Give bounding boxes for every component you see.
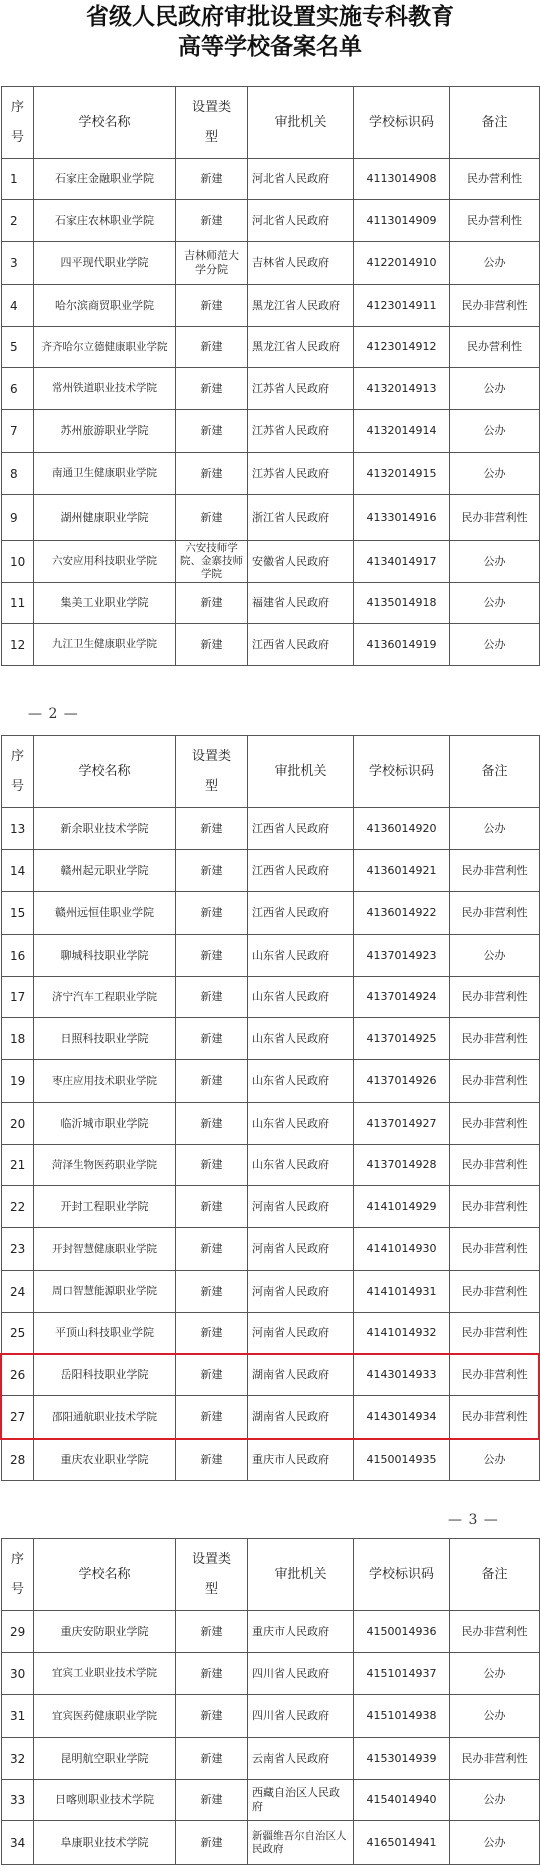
school-name: 重庆农业职业学院 xyxy=(34,1439,176,1481)
remark: 公办 xyxy=(450,1821,540,1865)
setup-type: 新建 xyxy=(176,495,248,541)
table-row xyxy=(2,1354,540,1396)
row-index: 6 xyxy=(2,368,34,410)
school-name: 集美工业职业学院 xyxy=(34,583,176,624)
school-code: 4123014912 xyxy=(354,327,450,368)
remark: 民办非营利性 xyxy=(450,495,540,541)
table-row xyxy=(2,850,540,892)
table-row xyxy=(2,808,540,850)
row-index: 25 xyxy=(2,1313,34,1354)
remark: 民办非营利性 xyxy=(450,1271,540,1313)
header-code: 学校标识码 xyxy=(354,87,450,159)
remark: 民办营利性 xyxy=(450,327,540,368)
remark: 民办非营利性 xyxy=(450,1103,540,1145)
school-code: 4137014923 xyxy=(354,935,450,977)
remark: 公办 xyxy=(450,624,540,666)
table-row xyxy=(2,935,540,977)
row-index: 4 xyxy=(2,285,34,327)
setup-type: 新建 xyxy=(176,159,248,200)
header-type: 设置类型 xyxy=(176,736,248,808)
table-row xyxy=(2,541,540,583)
header-authority: 审批机关 xyxy=(248,87,354,159)
approval-authority: 江西省人民政府 xyxy=(248,808,354,850)
remark: 民办非营利性 xyxy=(450,1060,540,1103)
row-index: 19 xyxy=(2,1060,34,1103)
school-name: 邵阳通航职业技术学院 xyxy=(34,1396,176,1439)
school-code: 4154014940 xyxy=(354,1780,450,1821)
table-row xyxy=(2,1780,540,1821)
school-name: 九江卫生健康职业学院 xyxy=(34,624,176,666)
setup-type: 新建 xyxy=(176,1695,248,1738)
row-index: 8 xyxy=(2,453,34,495)
setup-type: 新建 xyxy=(176,892,248,935)
row-index: 26 xyxy=(2,1354,34,1396)
school-code: 4132014915 xyxy=(354,453,450,495)
school-code: 4136014919 xyxy=(354,624,450,666)
title-line-1: 省级人民政府审批设置实施专科教育 xyxy=(86,3,454,30)
header-note: 备注 xyxy=(450,736,540,808)
remark: 民办非营利性 xyxy=(450,1145,540,1186)
school-code: 4113014908 xyxy=(354,159,450,200)
school-code: 4137014926 xyxy=(354,1060,450,1103)
setup-type: 新建 xyxy=(176,1396,248,1439)
setup-type: 新建 xyxy=(176,1439,248,1481)
school-name: 开封智慧健康职业学院 xyxy=(34,1228,176,1271)
approval-authority: 黑龙江省人民政府 xyxy=(248,285,354,327)
setup-type: 新建 xyxy=(176,1228,248,1271)
remark: 公办 xyxy=(450,1780,540,1821)
remark: 民办非营利性 xyxy=(450,977,540,1018)
school-name: 六安应用科技职业学院 xyxy=(34,541,176,583)
setup-type: 新建 xyxy=(176,453,248,495)
approval-authority: 湖南省人民政府 xyxy=(248,1354,354,1396)
approval-authority: 重庆市人民政府 xyxy=(248,1611,354,1653)
row-index: 32 xyxy=(2,1738,34,1780)
school-code: 4141014929 xyxy=(354,1186,450,1228)
row-index: 15 xyxy=(2,892,34,935)
row-index: 11 xyxy=(2,583,34,624)
setup-type: 新建 xyxy=(176,808,248,850)
school-code: 4134014917 xyxy=(354,541,450,583)
row-index: 18 xyxy=(2,1018,34,1060)
approval-authority: 福建省人民政府 xyxy=(248,583,354,624)
school-name: 开封工程职业学院 xyxy=(34,1186,176,1228)
remark: 公办 xyxy=(450,808,540,850)
row-index: 31 xyxy=(2,1695,34,1738)
header-index: 序号 xyxy=(2,87,34,159)
approval-authority: 重庆市人民政府 xyxy=(248,1439,354,1481)
table-row xyxy=(2,327,540,368)
setup-type: 新建 xyxy=(176,1653,248,1695)
table-row xyxy=(2,1653,540,1695)
school-code: 4150014936 xyxy=(354,1611,450,1653)
school-name: 哈尔滨商贸职业学院 xyxy=(34,285,176,327)
school-name: 菏泽生物医药职业学院 xyxy=(34,1145,176,1186)
remark: 公办 xyxy=(450,1439,540,1481)
remark: 公办 xyxy=(450,583,540,624)
row-index: 27 xyxy=(2,1396,34,1439)
setup-type: 新建 xyxy=(176,935,248,977)
table-row xyxy=(2,1060,540,1103)
approval-authority: 四川省人民政府 xyxy=(248,1695,354,1738)
header-type: 设置类型 xyxy=(176,87,248,159)
setup-type: 新建 xyxy=(176,1145,248,1186)
approval-authority: 山东省人民政府 xyxy=(248,977,354,1018)
school-name: 赣州远恒佳职业学院 xyxy=(34,892,176,935)
school-table-part-1 xyxy=(1,86,540,666)
remark: 民办非营利性 xyxy=(450,1313,540,1354)
row-index: 14 xyxy=(2,850,34,892)
setup-type: 新建 xyxy=(176,1738,248,1780)
school-name: 齐齐哈尔立德健康职业学院 xyxy=(34,327,176,368)
school-name: 聊城科技职业学院 xyxy=(34,935,176,977)
row-index: 13 xyxy=(2,808,34,850)
table-row xyxy=(2,368,540,410)
setup-type: 六安技师学院、金寨技师学院 xyxy=(176,541,248,583)
remark: 民办非营利性 xyxy=(450,285,540,327)
header-index: 序号 xyxy=(2,1539,34,1611)
approval-authority: 河北省人民政府 xyxy=(248,159,354,200)
remark: 民办非营利性 xyxy=(450,1611,540,1653)
header-code: 学校标识码 xyxy=(354,1539,450,1611)
setup-type: 新建 xyxy=(176,977,248,1018)
remark: 公办 xyxy=(450,242,540,285)
table-row xyxy=(2,1228,540,1271)
remark: 公办 xyxy=(450,541,540,583)
table-row xyxy=(2,1738,540,1780)
table-row xyxy=(2,453,540,495)
school-code: 4143014934 xyxy=(354,1396,450,1439)
table-row xyxy=(2,410,540,453)
table-row xyxy=(2,583,540,624)
remark: 公办 xyxy=(450,368,540,410)
table-row xyxy=(2,159,540,200)
school-code: 4136014921 xyxy=(354,850,450,892)
school-code: 4137014927 xyxy=(354,1103,450,1145)
school-table-part-3 xyxy=(1,1538,540,1865)
school-name: 新余职业技术学院 xyxy=(34,808,176,850)
remark: 民办非营利性 xyxy=(450,1228,540,1271)
table-row xyxy=(2,1145,540,1186)
row-index: 2 xyxy=(2,200,34,242)
setup-type: 新建 xyxy=(176,583,248,624)
school-name: 湖州健康职业学院 xyxy=(34,495,176,541)
setup-type: 新建 xyxy=(176,327,248,368)
approval-authority: 江西省人民政府 xyxy=(248,892,354,935)
school-name: 日照科技职业学院 xyxy=(34,1018,176,1060)
school-code: 4143014933 xyxy=(354,1354,450,1396)
table-row xyxy=(2,495,540,541)
remark: 公办 xyxy=(450,410,540,453)
approval-authority: 浙江省人民政府 xyxy=(248,495,354,541)
table-row xyxy=(2,242,540,285)
approval-authority: 江苏省人民政府 xyxy=(248,453,354,495)
row-index: 30 xyxy=(2,1653,34,1695)
setup-type: 新建 xyxy=(176,1821,248,1865)
setup-type: 新建 xyxy=(176,410,248,453)
school-code: 4141014932 xyxy=(354,1313,450,1354)
school-code: 4122014910 xyxy=(354,242,450,285)
setup-type: 吉林师范大学分院 xyxy=(176,242,248,285)
approval-authority: 黑龙江省人民政府 xyxy=(248,327,354,368)
table-row xyxy=(2,1313,540,1354)
school-code: 4151014938 xyxy=(354,1695,450,1738)
header-name: 学校名称 xyxy=(34,736,176,808)
table-row xyxy=(2,977,540,1018)
school-name: 重庆安防职业学院 xyxy=(34,1611,176,1653)
table-row xyxy=(2,892,540,935)
table-row xyxy=(2,1271,540,1313)
table-row xyxy=(2,285,540,327)
row-index: 23 xyxy=(2,1228,34,1271)
remark: 民办营利性 xyxy=(450,200,540,242)
school-name: 济宁汽车工程职业学院 xyxy=(34,977,176,1018)
school-code: 4136014922 xyxy=(354,892,450,935)
table-row xyxy=(2,1396,540,1439)
table-row xyxy=(2,1018,540,1060)
row-index: 16 xyxy=(2,935,34,977)
school-code: 4113014909 xyxy=(354,200,450,242)
table-row xyxy=(2,1611,540,1653)
approval-authority: 江西省人民政府 xyxy=(248,850,354,892)
approval-authority: 云南省人民政府 xyxy=(248,1738,354,1780)
remark: 民办非营利性 xyxy=(450,850,540,892)
school-code: 4132014913 xyxy=(354,368,450,410)
header-type: 设置类型 xyxy=(176,1539,248,1611)
table-row xyxy=(2,1439,540,1481)
school-name: 赣州起元职业学院 xyxy=(34,850,176,892)
table-row xyxy=(2,1695,540,1738)
school-name: 日喀则职业技术学院 xyxy=(34,1780,176,1821)
remark: 民办非营利性 xyxy=(450,1396,540,1439)
table-header-row xyxy=(2,1539,540,1611)
header-authority: 审批机关 xyxy=(248,736,354,808)
page-title xyxy=(0,2,540,62)
approval-authority: 河南省人民政府 xyxy=(248,1228,354,1271)
school-name: 枣庄应用技术职业学院 xyxy=(34,1060,176,1103)
header-name: 学校名称 xyxy=(34,1539,176,1611)
setup-type: 新建 xyxy=(176,1060,248,1103)
header-name: 学校名称 xyxy=(34,87,176,159)
setup-type: 新建 xyxy=(176,624,248,666)
remark: 民办非营利性 xyxy=(450,1738,540,1780)
school-table-part-2 xyxy=(1,735,540,1481)
approval-authority: 山东省人民政府 xyxy=(248,1018,354,1060)
school-code: 4135014918 xyxy=(354,583,450,624)
school-name: 岳阳科技职业学院 xyxy=(34,1354,176,1396)
school-code: 4132014914 xyxy=(354,410,450,453)
row-index: 5 xyxy=(2,327,34,368)
row-index: 1 xyxy=(2,159,34,200)
table-row xyxy=(2,200,540,242)
setup-type: 新建 xyxy=(176,1354,248,1396)
approval-authority: 四川省人民政府 xyxy=(248,1653,354,1695)
school-code: 4150014935 xyxy=(354,1439,450,1481)
header-index: 序号 xyxy=(2,736,34,808)
school-code: 4151014937 xyxy=(354,1653,450,1695)
school-code: 4165014941 xyxy=(354,1821,450,1865)
row-index: 17 xyxy=(2,977,34,1018)
remark: 公办 xyxy=(450,1695,540,1738)
school-name: 平顶山科技职业学院 xyxy=(34,1313,176,1354)
row-index: 10 xyxy=(2,541,34,583)
school-name: 阜康职业技术学院 xyxy=(34,1821,176,1865)
school-name: 石家庄农林职业学院 xyxy=(34,200,176,242)
setup-type: 新建 xyxy=(176,1313,248,1354)
approval-authority: 河北省人民政府 xyxy=(248,200,354,242)
setup-type: 新建 xyxy=(176,1271,248,1313)
row-index: 34 xyxy=(2,1821,34,1865)
setup-type: 新建 xyxy=(176,1780,248,1821)
setup-type: 新建 xyxy=(176,1611,248,1653)
school-code: 4153014939 xyxy=(354,1738,450,1780)
approval-authority: 河南省人民政府 xyxy=(248,1271,354,1313)
page-marker-2: — 2 — xyxy=(28,706,79,722)
setup-type: 新建 xyxy=(176,368,248,410)
approval-authority: 吉林省人民政府 xyxy=(248,242,354,285)
school-name: 临沂城市职业学院 xyxy=(34,1103,176,1145)
row-index: 24 xyxy=(2,1271,34,1313)
row-index: 28 xyxy=(2,1439,34,1481)
approval-authority: 江西省人民政府 xyxy=(248,624,354,666)
remark: 公办 xyxy=(450,1653,540,1695)
setup-type: 新建 xyxy=(176,1018,248,1060)
table-row xyxy=(2,1186,540,1228)
school-code: 4137014924 xyxy=(354,977,450,1018)
approval-authority: 安徽省人民政府 xyxy=(248,541,354,583)
school-name: 宜宾工业职业技术学院 xyxy=(34,1653,176,1695)
remark: 民办非营利性 xyxy=(450,892,540,935)
school-code: 4123014911 xyxy=(354,285,450,327)
row-index: 21 xyxy=(2,1145,34,1186)
school-name: 周口智慧能源职业学院 xyxy=(34,1271,176,1313)
approval-authority: 山东省人民政府 xyxy=(248,1103,354,1145)
school-name: 南通卫生健康职业学院 xyxy=(34,453,176,495)
approval-authority: 西藏自治区人民政府 xyxy=(248,1780,354,1821)
setup-type: 新建 xyxy=(176,850,248,892)
approval-authority: 河南省人民政府 xyxy=(248,1186,354,1228)
setup-type: 新建 xyxy=(176,1103,248,1145)
remark: 民办非营利性 xyxy=(450,1018,540,1060)
remark: 民办非营利性 xyxy=(450,1354,540,1396)
school-code: 4137014925 xyxy=(354,1018,450,1060)
table-row xyxy=(2,624,540,666)
table-header-row xyxy=(2,87,540,159)
header-code: 学校标识码 xyxy=(354,736,450,808)
row-index: 22 xyxy=(2,1186,34,1228)
approval-authority: 湖南省人民政府 xyxy=(248,1396,354,1439)
row-index: 33 xyxy=(2,1780,34,1821)
header-authority: 审批机关 xyxy=(248,1539,354,1611)
row-index: 9 xyxy=(2,495,34,541)
school-code: 4137014928 xyxy=(354,1145,450,1186)
school-code: 4136014920 xyxy=(354,808,450,850)
approval-authority: 山东省人民政府 xyxy=(248,1145,354,1186)
school-name: 昆明航空职业学院 xyxy=(34,1738,176,1780)
row-index: 3 xyxy=(2,242,34,285)
remark: 民办营利性 xyxy=(450,159,540,200)
remark: 公办 xyxy=(450,935,540,977)
school-name: 苏州旅游职业学院 xyxy=(34,410,176,453)
title-line-2: 高等学校备案名单 xyxy=(178,33,362,60)
header-note: 备注 xyxy=(450,87,540,159)
approval-authority: 山东省人民政府 xyxy=(248,1060,354,1103)
setup-type: 新建 xyxy=(176,285,248,327)
row-index: 12 xyxy=(2,624,34,666)
school-name: 四平现代职业学院 xyxy=(34,242,176,285)
school-code: 4141014931 xyxy=(354,1271,450,1313)
approval-authority: 新疆维吾尔自治区人民政府 xyxy=(248,1821,354,1865)
table-header-row xyxy=(2,736,540,808)
school-code: 4133014916 xyxy=(354,495,450,541)
page-marker-3: — 3 — xyxy=(448,1512,499,1528)
remark: 公办 xyxy=(450,453,540,495)
school-name: 常州铁道职业技术学院 xyxy=(34,368,176,410)
header-note: 备注 xyxy=(450,1539,540,1611)
approval-authority: 江苏省人民政府 xyxy=(248,368,354,410)
row-index: 29 xyxy=(2,1611,34,1653)
setup-type: 新建 xyxy=(176,1186,248,1228)
setup-type: 新建 xyxy=(176,200,248,242)
school-name: 宜宾医药健康职业学院 xyxy=(34,1695,176,1738)
approval-authority: 江苏省人民政府 xyxy=(248,410,354,453)
row-index: 20 xyxy=(2,1103,34,1145)
remark: 民办非营利性 xyxy=(450,1186,540,1228)
approval-authority: 山东省人民政府 xyxy=(248,935,354,977)
school-code: 4141014930 xyxy=(354,1228,450,1271)
school-name: 石家庄金融职业学院 xyxy=(34,159,176,200)
table-row xyxy=(2,1103,540,1145)
row-index: 7 xyxy=(2,410,34,453)
table-row xyxy=(2,1821,540,1865)
approval-authority: 河南省人民政府 xyxy=(248,1313,354,1354)
